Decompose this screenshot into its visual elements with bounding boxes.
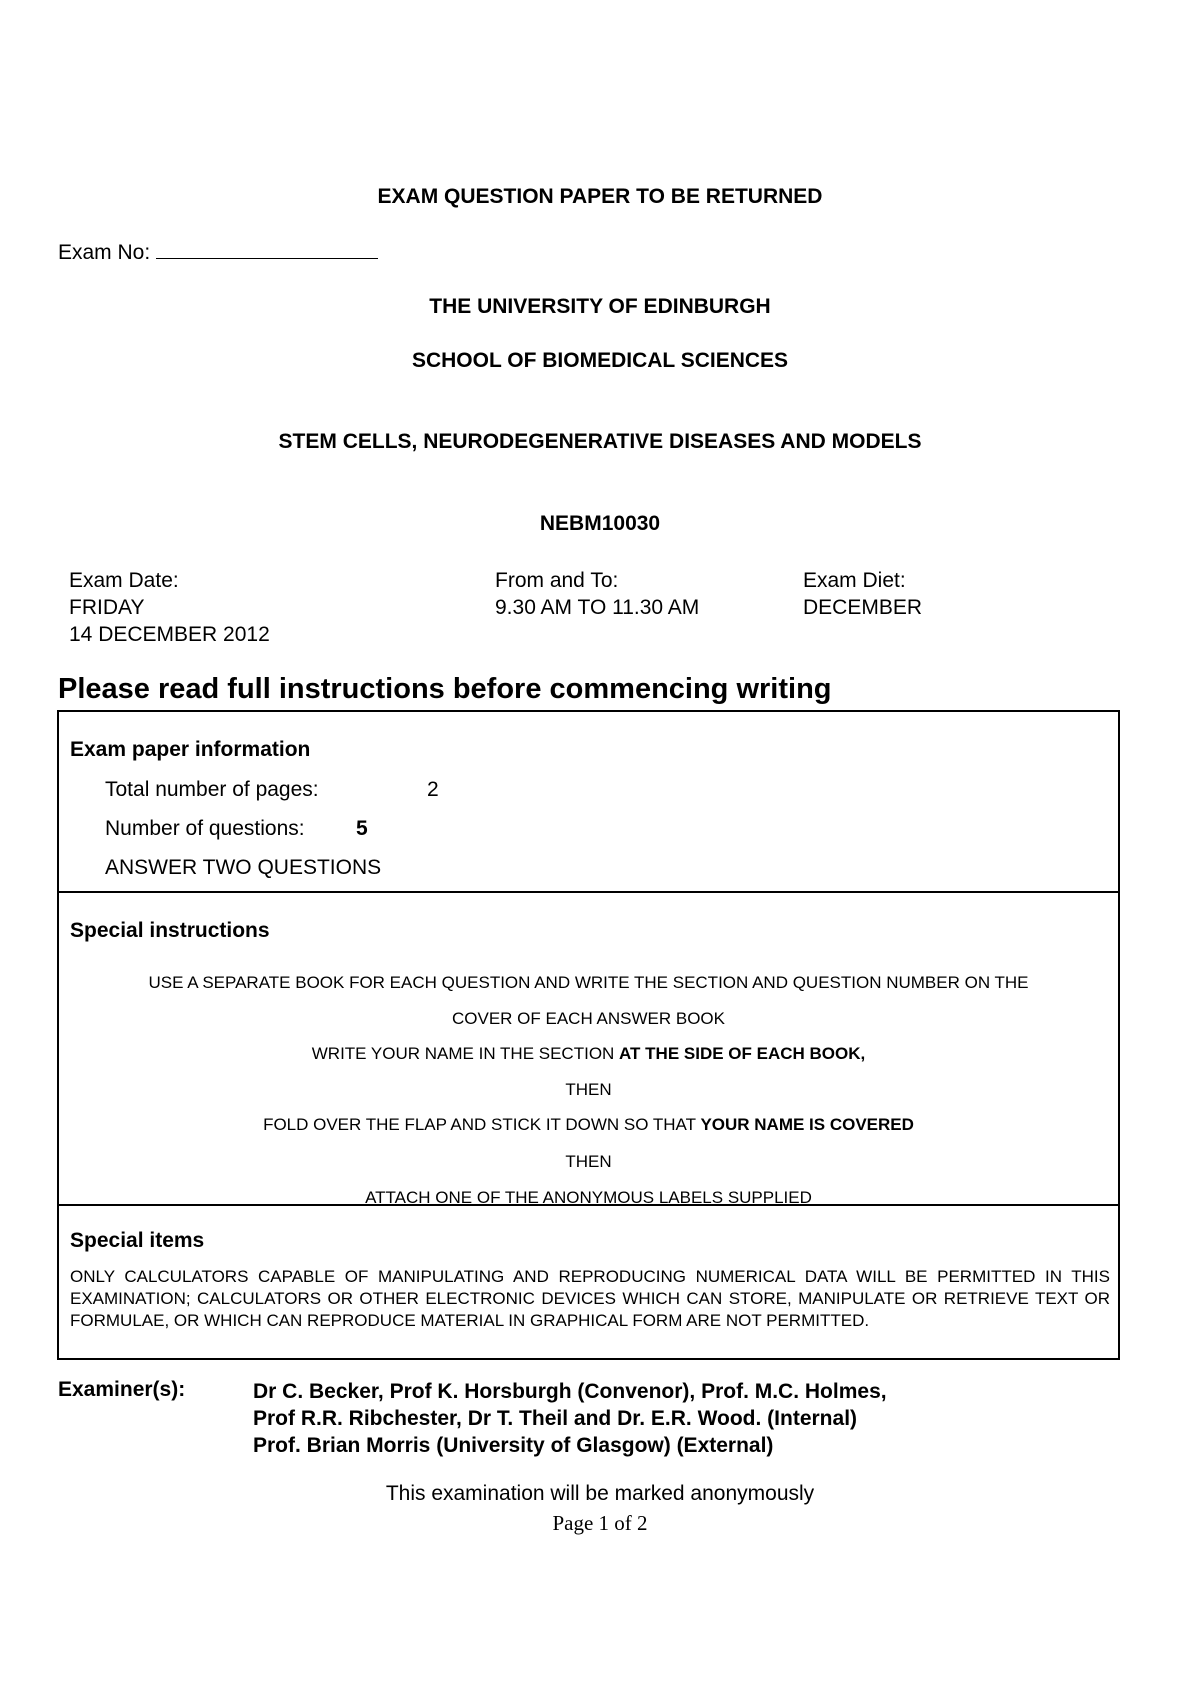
exam-diet-value: DECEMBER — [803, 596, 923, 619]
exam-diet-block — [803, 567, 922, 621]
exam-paper-info-title: Exam paper information — [70, 738, 311, 761]
anonymous-marking-note: This examination will be marked anonymously — [385, 1482, 815, 1505]
course-title: STEM CELLS, NEURODEGENERATIVE DISEASES AND MODELS — [278, 430, 922, 453]
examiners-line-1: Dr C. Becker, Prof K. Horsburgh (Convenor), Prof. M.C. Holmes, — [253, 1380, 887, 1403]
write-name-text: WRITE YOUR NAME IN THE SECTION — [311, 1044, 620, 1063]
exam-date-value: 14 DECEMBER 2012 — [69, 623, 270, 646]
exam-no-label: Exam No: — [58, 241, 151, 264]
exam-no-blank-line[interactable] — [156, 240, 378, 259]
school-name: SCHOOL OF BIOMEDICAL SCIENCES — [411, 349, 789, 372]
instruction-line-fold-flap — [59, 1115, 1118, 1135]
university-name: THE UNIVERSITY OF EDINBURGH — [429, 295, 771, 318]
exam-date-day: FRIDAY — [69, 596, 145, 619]
special-items-box — [57, 1204, 1120, 1360]
fold-flap-text: FOLD OVER THE FLAP AND STICK IT DOWN SO THAT — [263, 1115, 701, 1134]
page-number: Page 1 of 2 — [552, 1511, 648, 1535]
course-code: NEBM10030 — [539, 512, 661, 535]
examiners-line-3: Prof. Brian Morris (University of Glasgow) (External) — [253, 1434, 774, 1457]
write-name-emphasis: AT THE SIDE OF EACH BOOK, — [619, 1044, 866, 1063]
exam-time-label: From and To: — [495, 569, 619, 592]
special-items-text: ONLY CALCULATORS CAPABLE OF MANIPULATING AND REPRODUCING NUMERICAL DATA WILL BE PERMITTED IN THIS EXAMINATION; CALCULATORS OR OTHER ELECTRONIC DEVICES WHICH CAN STORE, MANIPULATE OR RETRIEVE TEXT OR FORMULAE, OR WHICH CAN REPRODUCE MATERIAL IN GRAPHICAL FORM ARE NOT PERMITTED. — [70, 1267, 1110, 1330]
total-pages-value: 2 — [427, 778, 439, 801]
special-items-title: Special items — [70, 1229, 205, 1252]
number-of-questions-label: Number of questions: — [105, 817, 305, 840]
instruction-line-cover: COVER OF EACH ANSWER BOOK — [452, 1009, 725, 1028]
special-instructions-title: Special instructions — [70, 919, 270, 942]
exam-date-label: Exam Date: — [69, 569, 179, 592]
number-of-questions-value: 5 — [356, 817, 368, 840]
examiners-line-2: Prof R.R. Ribchester, Dr T. Theil and Dr. E.R. Wood. (Internal) — [253, 1407, 858, 1430]
instruction-then-1: THEN — [565, 1080, 612, 1099]
special-instructions-box — [57, 891, 1120, 1206]
fold-flap-emphasis: YOUR NAME IS COVERED — [700, 1115, 914, 1134]
instruction-line-write-name — [59, 1044, 1118, 1064]
answer-instruction: ANSWER TWO QUESTIONS — [105, 856, 382, 879]
exam-paper-info-box — [57, 710, 1120, 893]
exam-date-block — [69, 567, 270, 648]
examiners-list — [253, 1378, 887, 1459]
instructions-heading: Please read full instructions before commencing writing — [58, 673, 832, 705]
instruction-line-separate-book: USE A SEPARATE BOOK FOR EACH QUESTION AND WRITE THE SECTION AND QUESTION NUMBER ON THE — [148, 973, 1029, 992]
exam-diet-label: Exam Diet: — [803, 569, 906, 592]
exam-time-block — [495, 567, 699, 621]
return-notice: EXAM QUESTION PAPER TO BE RETURNED — [377, 185, 823, 208]
total-pages-label: Total number of pages: — [105, 778, 319, 801]
examiners-label: Examiner(s): — [58, 1378, 186, 1401]
exam-no-field[interactable] — [58, 240, 378, 265]
instruction-line-attach-label: ATTACH ONE OF THE ANONYMOUS LABELS SUPPLIED — [365, 1188, 812, 1207]
exam-time-value: 9.30 AM TO 11.30 AM — [495, 596, 700, 619]
instruction-then-2: THEN — [565, 1152, 612, 1171]
